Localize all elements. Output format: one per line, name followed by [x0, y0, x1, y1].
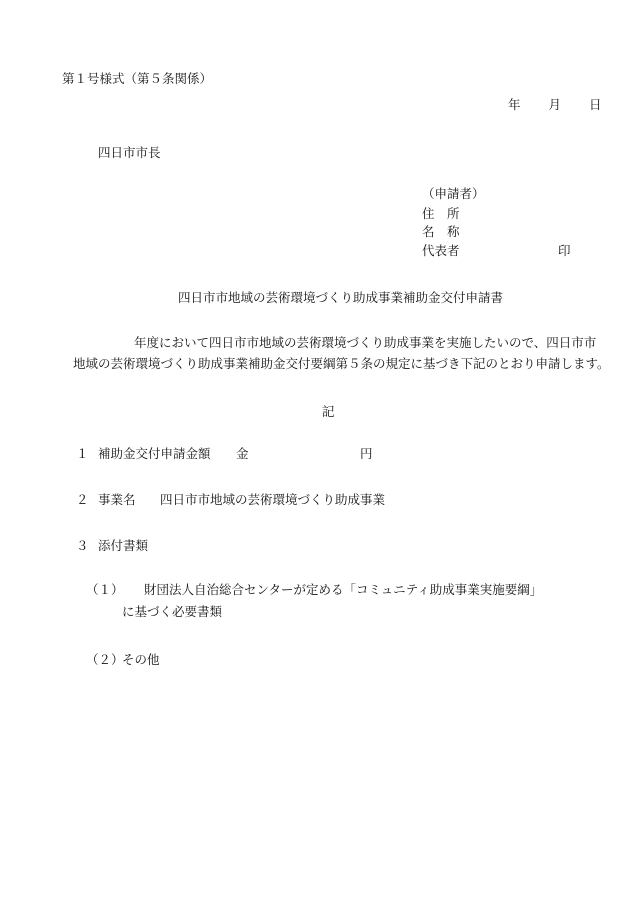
item-3-label: 添付書類	[98, 538, 149, 553]
item-2-value: 四日市市地域の芸術環境づくり助成事業	[160, 492, 386, 507]
item-2-number: ２	[76, 492, 89, 507]
applicant-address: 住 所	[422, 206, 460, 221]
form-label: 第１号様式（第５条関係）	[62, 71, 213, 86]
ki-heading: 記	[322, 404, 335, 419]
item-1-number: １	[76, 446, 89, 461]
attachment-1-line-1: 財団法人自治総合センターが定める「コミュニティ助成事業実施要綱」	[144, 582, 543, 597]
item-1-suffix: 円	[360, 446, 373, 461]
attachment-1-number: （１）	[86, 582, 124, 597]
attachment-2-number: （２）	[86, 652, 124, 667]
item-2-label: 事業名	[98, 492, 136, 507]
document-title: 四日市市地域の芸術環境づくり助成事業補助金交付申請書	[178, 290, 504, 305]
applicant-label: （申請者）	[422, 186, 485, 201]
item-3-number: ３	[76, 538, 89, 553]
date-line	[508, 97, 602, 113]
date-month: 月	[548, 97, 562, 112]
body-line-2: 地域の芸術環境づくり助成事業補助金交付要綱第５条の規定に基づき下記のとおり申請します。	[73, 356, 610, 371]
item-1-prefix: 金	[236, 446, 249, 461]
body-line-1: 年度において四日市市地域の芸術環境づくり助成事業を実施したいので、四日市市	[134, 335, 597, 350]
addressee: 四日市市長	[98, 145, 161, 160]
item-1-label: 補助金交付申請金額	[98, 446, 211, 461]
seal-mark: 印	[558, 243, 571, 258]
date-year: 年	[508, 97, 521, 112]
applicant-name: 名 称	[422, 224, 460, 239]
attachment-1-line-2: に基づく必要書類	[122, 604, 223, 619]
attachment-2-line-1: その他	[122, 652, 160, 667]
applicant-representative: 代表者	[422, 243, 460, 258]
date-day: 日	[589, 97, 602, 112]
